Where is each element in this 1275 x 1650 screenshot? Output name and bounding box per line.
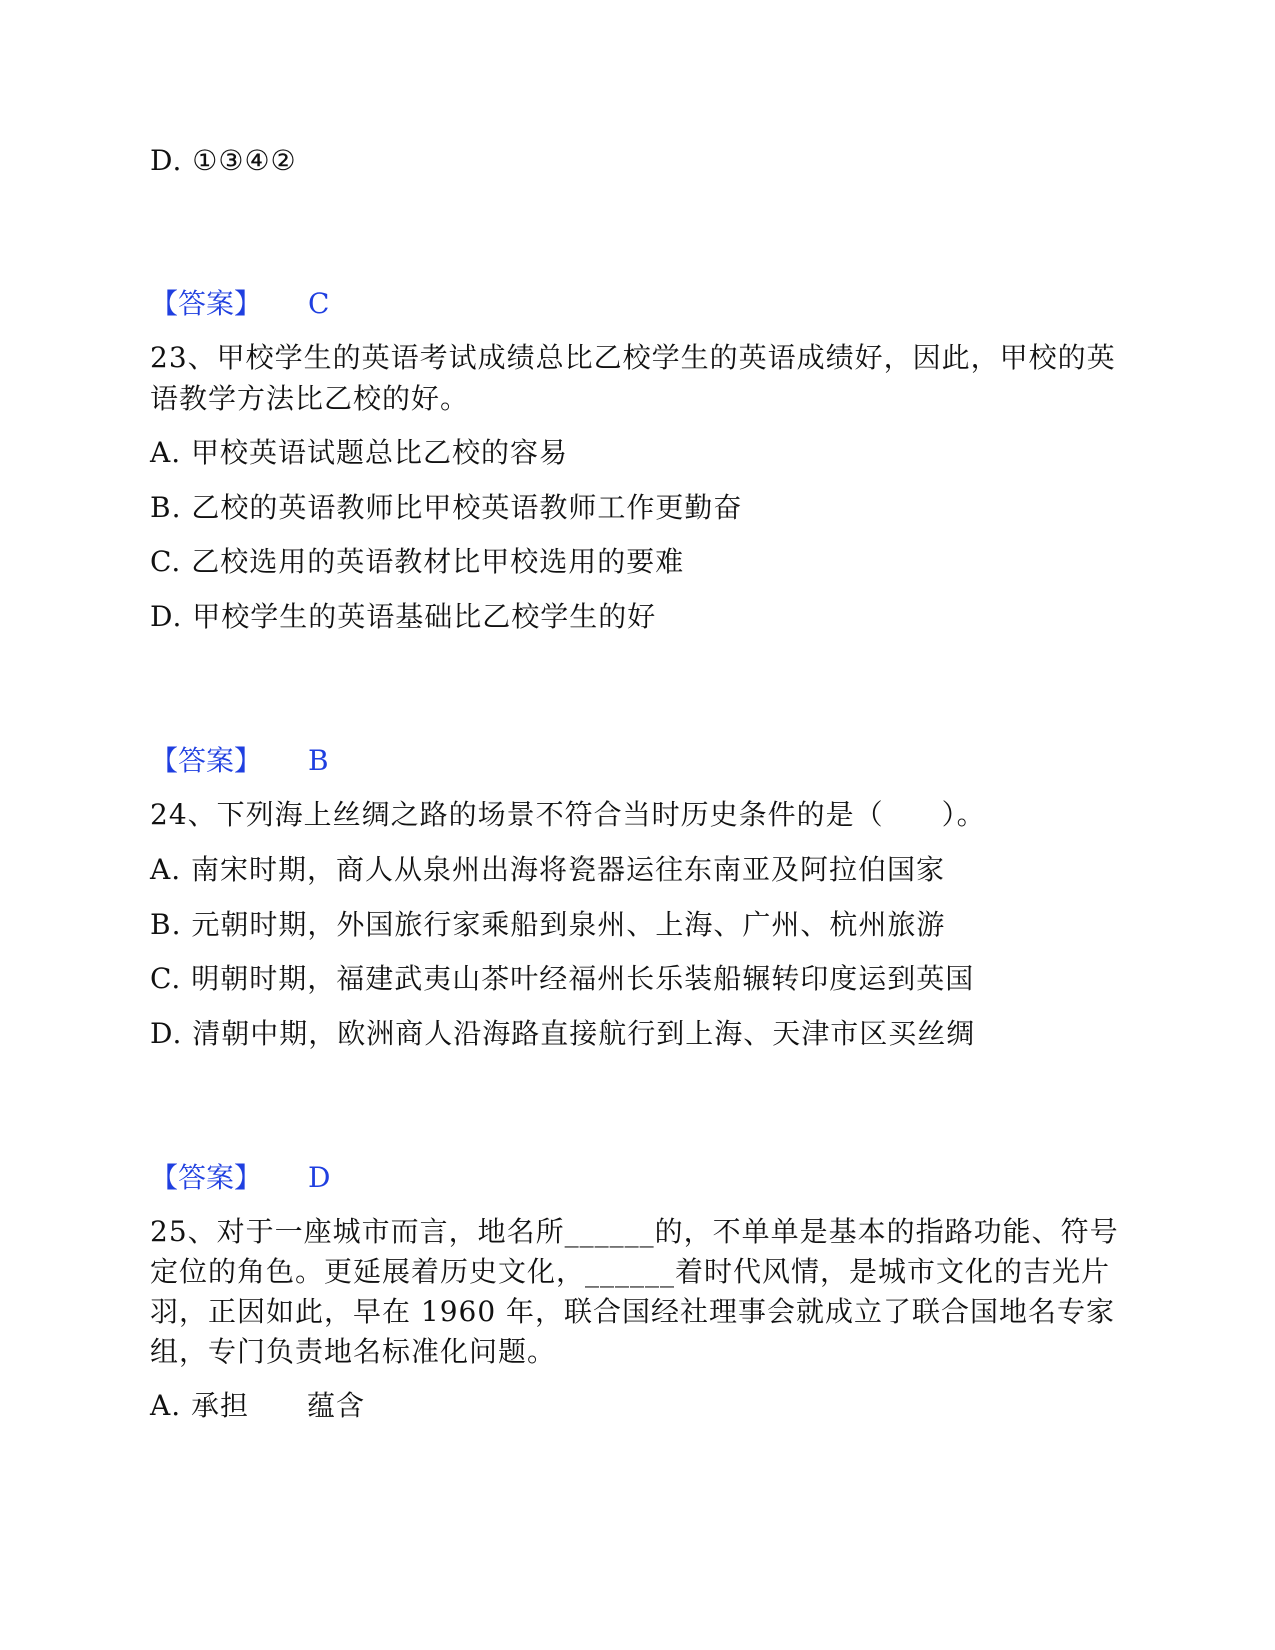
q24-option-b: B. 元朝时期，外国旅行家乘船到泉州、上海、广州、杭州旅游: [150, 908, 946, 941]
answer-value: C: [308, 287, 330, 320]
q24-option-a: A. 南宋时期，商人从泉州出海将瓷器运往东南亚及阿拉伯国家: [150, 853, 946, 886]
q24-answer: [150, 1157, 330, 1199]
q24-option-d: D. 清朝中期，欧洲商人沿海路直接航行到上海、天津市区买丝绸: [150, 1017, 976, 1050]
q25-option-a: A. 承担 蕴含: [150, 1389, 366, 1422]
q24-option-c: C. 明朝时期，福建武夷山茶叶经福州长乐装船辗转印度运到英国: [150, 962, 975, 995]
answer-label: 【答案】: [150, 287, 263, 320]
q22-option-d: D. ①③④②: [150, 144, 297, 177]
q23-option-c: C. 乙校选用的英语教材比甲校选用的要难: [150, 545, 685, 578]
answer-value: B: [308, 744, 329, 777]
answer-label: 【答案】: [150, 1161, 263, 1194]
q23-stem-line2: 语教学方法比乙校的好。: [150, 382, 470, 415]
q23-stem-line1: 23、甲校学生的英语考试成绩总比乙校学生的英语成绩好，因此，甲校的英: [150, 341, 1116, 374]
q23-answer: [150, 740, 329, 782]
q22-answer: [150, 283, 329, 325]
q25-stem-line3: 羽，正因如此，早在 1960 年，联合国经社理事会就成立了联合国地名专家: [150, 1295, 1116, 1328]
answer-value: D: [308, 1161, 331, 1194]
q25-stem-line4: 组，专门负责地名标准化问题。: [150, 1335, 557, 1368]
answer-label: 【答案】: [150, 744, 263, 777]
q23-option-d: D. 甲校学生的英语基础比乙校学生的好: [150, 600, 657, 633]
q25-stem-line2: 定位的角色。更延展着历史文化，______着时代风情，是城市文化的吉光片: [150, 1255, 1111, 1288]
q23-option-b: B. 乙校的英语教师比甲校英语教师工作更勤奋: [150, 491, 743, 524]
q25-stem-line1: 25、对于一座城市而言，地名所______的，不单单是基本的指路功能、符号: [150, 1215, 1119, 1248]
q24-stem: 24、下列海上丝绸之路的场景不符合当时历史条件的是（ ）。: [150, 798, 986, 831]
q23-option-a: A. 甲校英语试题总比乙校的容易: [150, 436, 569, 469]
